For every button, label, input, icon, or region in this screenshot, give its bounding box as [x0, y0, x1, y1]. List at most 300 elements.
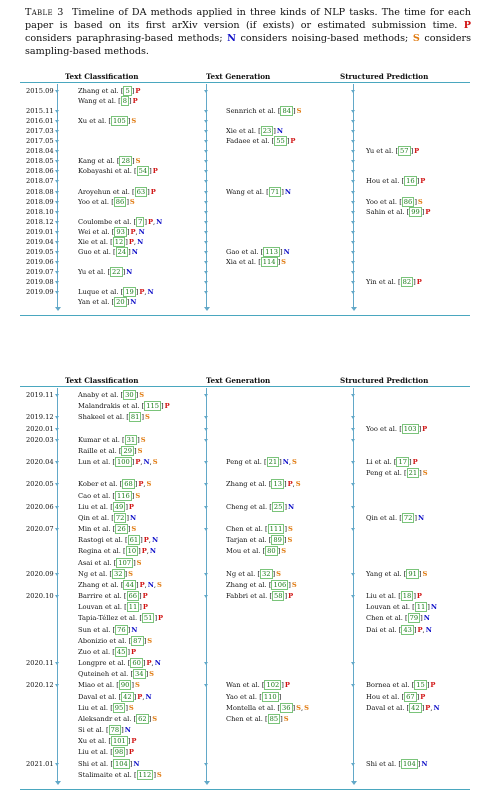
paper-entry: Kang et al. [ 28 ]S	[78, 157, 141, 166]
method-tag: P	[128, 237, 134, 246]
method-tag: N	[282, 458, 289, 467]
method-tag: S	[145, 413, 150, 422]
citation-ref[interactable]: 98	[114, 748, 124, 757]
timeline-row	[20, 401, 470, 411]
paper-entry: Stalimaite et al. [ 112 ]S	[78, 770, 162, 779]
paper-author: Chen et al.	[226, 714, 263, 723]
timeline-row	[20, 625, 470, 635]
paper-entry: Liu et al. [ 49 ]P	[78, 502, 134, 511]
timeline-row	[20, 613, 470, 623]
timeline-row	[20, 237, 470, 247]
paper-author: Luque et al.	[78, 288, 119, 296]
timeline-row	[20, 297, 470, 307]
column-header-1: Text Classification	[65, 376, 139, 385]
citation-ref[interactable]: 55	[276, 137, 285, 146]
citation-ref[interactable]: 86	[115, 197, 125, 206]
timeline-row	[20, 217, 470, 227]
method-tag: N	[145, 692, 152, 701]
method-tag: N	[129, 513, 137, 522]
method-tag: P	[128, 502, 134, 511]
table-caption	[25, 6, 471, 58]
citation-ref[interactable]: 106	[273, 580, 287, 589]
citation-ref[interactable]: 15	[416, 681, 425, 690]
citation-ref[interactable]: 93	[116, 227, 125, 236]
paper-author: Gao et al.	[226, 247, 259, 256]
paper-author: Ng et al.	[226, 569, 256, 578]
citation-ref[interactable]: 78	[110, 726, 120, 735]
paper-entry: Ng et al. [ 32 ]S	[226, 569, 281, 578]
row-date: 2020.01	[26, 424, 54, 433]
row-date: 2020.10	[26, 592, 54, 601]
paper-entry: Fabbri et al. [ 58 ]P	[226, 592, 294, 601]
citation-ref[interactable]: 23	[262, 127, 272, 136]
method-tag: S	[157, 580, 162, 589]
timeline-row	[20, 591, 470, 601]
paper-entry: Mou et al. [ 80 ]S	[226, 547, 287, 556]
paper-author: Lun et al.	[78, 458, 111, 467]
method-tag: S	[296, 107, 302, 116]
method-tag: N	[430, 603, 437, 612]
row-date: 2018.04	[26, 147, 54, 156]
timeline-row	[20, 569, 470, 579]
citation-ref[interactable]: 67	[406, 692, 415, 701]
citation-ref[interactable]: 7	[138, 217, 143, 226]
paper-author: Fadaee et al.	[226, 137, 270, 146]
paper-entry: Zuo et al. [ 45 ]P	[78, 647, 137, 656]
bottom-rule	[20, 789, 470, 790]
row-date: 2015.09	[26, 87, 54, 95]
citation-ref[interactable]: 49	[114, 502, 124, 511]
paper-author: Aroyehun et al.	[78, 187, 130, 196]
paper-entry: Louvan et al. [ 11 ]N	[366, 603, 437, 612]
paper-entry: Kobayashi et al. [ 54 ]P	[78, 167, 158, 176]
method-tag: S	[139, 391, 145, 399]
citation-ref[interactable]: 102	[266, 681, 280, 690]
citation-ref[interactable]: 58	[273, 592, 283, 601]
paper-author: Peng et al.	[366, 469, 402, 478]
citation-ref[interactable]: 85	[269, 714, 279, 723]
paper-author: Anaby et al.	[78, 391, 119, 399]
timeline-row	[20, 227, 470, 237]
method-tag: S	[146, 480, 152, 489]
paper-author: Yin et al.	[366, 277, 396, 286]
caption-text-1: Timeline of DA methods applied in three kinds of NLP tasks. The time for each paper is based on its first arXiv version (if exists) or estimated submission time.	[25, 7, 471, 31]
paper-author: Longpre et al.	[78, 659, 126, 668]
method-tag: S	[281, 257, 287, 266]
method-tag: N	[156, 217, 163, 226]
citation-ref[interactable]: 54	[138, 167, 148, 176]
paper-entry: Dai et al. [ 43 ]P,N	[366, 625, 432, 634]
method-tag: S	[287, 536, 293, 545]
timeline-row	[20, 86, 470, 96]
paper-author: Dai et al.	[366, 625, 397, 634]
citation-ref[interactable]: 72	[115, 513, 125, 522]
paper-author: Kumar et al.	[78, 435, 120, 444]
method-tag: N	[143, 458, 150, 467]
p-legend: P	[463, 20, 471, 31]
paper-author: Malandrakis et al.	[78, 402, 140, 411]
timeline-row	[20, 658, 470, 668]
paper-entry: Regina et al. [ 10 ]P,N	[78, 547, 157, 556]
citation-ref[interactable]: 29	[123, 446, 132, 455]
method-tag: S	[137, 446, 143, 455]
citation-ref[interactable]: 89	[273, 536, 282, 545]
paper-entry: Kumar et al. [ 31 ]S	[78, 435, 146, 444]
citation-ref[interactable]: 71	[270, 187, 280, 196]
citation-ref[interactable]: 30	[125, 391, 134, 399]
paper-author: Louvan et al.	[366, 603, 410, 612]
method-tag: P	[420, 177, 426, 186]
paper-entry: Li et al. [ 17 ]P	[366, 458, 418, 467]
column-header-3: Structured Prediction	[340, 72, 429, 81]
paper-author: Regina et al.	[78, 547, 121, 556]
citation-ref[interactable]: 16	[406, 177, 415, 186]
timeline-row	[20, 680, 470, 690]
row-date: 2018.12	[26, 217, 54, 226]
citation-ref[interactable]: 104	[114, 759, 128, 768]
method-tag: P	[139, 288, 145, 296]
paper-entry: Xu et al. [ 105 ]S	[78, 117, 137, 126]
citation-ref[interactable]: 84	[282, 107, 291, 116]
paper-author: Tapia-Téllez et al.	[78, 614, 138, 623]
paper-author: Louvan et al.	[78, 603, 122, 612]
method-tag: P	[164, 402, 170, 411]
paper-author: Wang et al.	[78, 97, 117, 106]
paper-entry: Si et al. [ 78 ]N	[78, 726, 131, 735]
citation-ref[interactable]: 32	[262, 569, 271, 578]
row-date: 2019.07	[26, 267, 54, 276]
timeline-row	[20, 257, 470, 267]
citation-ref[interactable]: 101	[112, 737, 126, 746]
paper-entry: Ng et al. [ 32 ]S	[78, 569, 133, 578]
citation-ref[interactable]: 12	[114, 237, 124, 246]
method-tag: P	[414, 147, 420, 156]
row-date: 2020.06	[26, 502, 54, 511]
method-tag: S	[156, 770, 162, 779]
citation-ref[interactable]: 110	[263, 692, 277, 701]
row-date: 2018.08	[26, 187, 54, 196]
method-tag: S	[291, 580, 297, 589]
citation-ref[interactable]: 90	[120, 681, 130, 690]
paper-entry: Shi et al. [ 104 ]N	[78, 759, 140, 768]
paper-author: Zuo et al.	[78, 647, 111, 656]
citation-ref[interactable]: 86	[403, 197, 413, 206]
timeline-row	[20, 247, 470, 257]
method-tag: P	[137, 692, 143, 701]
citation-ref[interactable]: 28	[121, 157, 130, 166]
citation-ref[interactable]: 32	[114, 569, 123, 578]
paper-author: Yang et al.	[366, 569, 402, 578]
citation-ref[interactable]: 61	[129, 536, 139, 545]
axis-arrow	[55, 781, 61, 785]
citation-ref[interactable]: 43	[403, 625, 412, 634]
method-tag: N	[147, 580, 154, 589]
row-date: 2019.06	[26, 257, 54, 266]
citation-ref[interactable]: 34	[135, 670, 144, 679]
citation-ref[interactable]: 79	[409, 614, 419, 623]
citation-ref[interactable]: 63	[136, 187, 146, 196]
method-tag: S	[140, 435, 146, 444]
citation-ref[interactable]: 115	[146, 402, 160, 411]
row-date: 2020.05	[26, 480, 54, 489]
citation-ref[interactable]: 62	[138, 714, 147, 723]
citation-ref[interactable]: 103	[403, 424, 417, 433]
row-date: 2018.07	[26, 177, 54, 186]
citation-ref[interactable]: 114	[262, 257, 276, 266]
timeline-row	[20, 692, 470, 702]
method-tag: N	[131, 247, 138, 256]
citation-ref[interactable]: 104	[402, 759, 416, 768]
method-tag: S	[287, 525, 293, 534]
paper-author: Wang et al.	[226, 187, 265, 196]
paper-author: Shi et al.	[78, 759, 109, 768]
paper-entry: Bornea et al. [ 15 ]P	[366, 681, 436, 690]
citation-ref[interactable]: 5	[125, 87, 130, 95]
citation-ref[interactable]: 81	[130, 413, 140, 422]
paper-entry: Liu et al. [ 98 ]P	[78, 748, 134, 757]
citation-ref[interactable]: 99	[411, 207, 420, 216]
citation-ref[interactable]: 116	[117, 491, 130, 500]
timeline-row	[20, 703, 470, 713]
timeline-row	[20, 602, 470, 612]
method-tag: P	[146, 659, 152, 668]
citation-ref[interactable]: 11	[416, 603, 426, 612]
citation-ref[interactable]: 21	[268, 458, 278, 467]
citation-ref[interactable]: 68	[124, 480, 133, 489]
citation-ref[interactable]: 107	[118, 558, 132, 567]
citation-ref[interactable]: 25	[273, 502, 283, 511]
paper-author: Sahin et al.	[366, 207, 405, 216]
citation-ref[interactable]: 22	[112, 267, 121, 276]
timeline-row	[20, 412, 470, 422]
timeline-row	[20, 435, 470, 445]
method-tag: P	[142, 603, 148, 612]
citation-ref[interactable]: 10	[127, 547, 137, 556]
paper-entry: Yoo et al. [ 86 ]S	[366, 197, 423, 206]
paper-author: Xu et al.	[78, 737, 107, 746]
paper-entry: Montella et al. [ 36 ]S,S	[226, 703, 309, 712]
row-date: 2018.09	[26, 197, 54, 206]
paper-author: Tarjan et al.	[226, 536, 267, 545]
paper-entry: Yoo et al. [ 86 ]S	[78, 197, 135, 206]
paper-entry: Hou et al. [ 67 ]P	[366, 692, 426, 701]
method-tag: S	[152, 714, 158, 723]
method-tag: P	[142, 592, 148, 601]
method-tag: S	[128, 569, 133, 578]
method-tag: N	[133, 759, 140, 768]
paper-author: Liu et al.	[78, 748, 109, 757]
method-tag: N	[284, 187, 292, 196]
method-tag: N	[131, 625, 138, 634]
paper-entry: Wang et al. [ 71 ]N	[226, 187, 292, 196]
method-tag: S	[422, 569, 428, 578]
method-tag: S	[135, 491, 141, 500]
citation-ref[interactable]: 20	[116, 298, 125, 307]
method-tag: P	[420, 692, 426, 701]
caption-text-4: considers sampling-based methods.	[25, 33, 472, 57]
citation-ref[interactable]: 95	[114, 703, 124, 712]
row-date: 2020.03	[26, 435, 54, 444]
paper-author: Xie et al.	[226, 127, 257, 136]
timeline-row	[20, 513, 470, 523]
timeline-row	[20, 759, 470, 769]
paper-entry: Sennrich et al. [ 84 ]S	[226, 107, 302, 116]
citation-ref[interactable]: 111	[269, 525, 283, 534]
method-tag: N	[126, 267, 133, 276]
citation-ref[interactable]: 21	[408, 469, 418, 478]
paper-entry: Cao et al. [ 116 ]S	[78, 491, 141, 500]
timeline-row	[20, 136, 470, 146]
citation-ref[interactable]: 60	[132, 659, 141, 668]
paper-entry: Xia et al. [ 114 ]S	[226, 257, 287, 266]
paper-entry: Raille et al. [ 29 ]S	[78, 446, 143, 455]
citation-ref[interactable]: 24	[117, 247, 127, 256]
method-tag: P	[139, 580, 145, 589]
column-header-2: Text Generation	[206, 72, 271, 81]
citation-ref[interactable]: 112	[138, 770, 152, 779]
paper-author: Yu et al.	[366, 147, 394, 156]
paper-author: Zhang et al.	[226, 480, 267, 489]
citation-ref[interactable]: 13	[273, 480, 282, 489]
method-tag: P	[138, 480, 144, 489]
citation-ref[interactable]: 36	[282, 703, 291, 712]
row-date: 2019.04	[26, 237, 54, 246]
paper-entry: Zhang et al. [ 5 ]P	[78, 87, 141, 95]
paper-entry: Miao et al. [ 90 ]S	[78, 681, 140, 690]
paper-entry: Cheng et al. [ 25 ]N	[226, 502, 295, 511]
timeline-row	[20, 166, 470, 176]
axis-arrow	[55, 307, 61, 311]
citation-ref[interactable]: 76	[117, 625, 126, 634]
citation-ref[interactable]: 44	[125, 580, 134, 589]
paper-entry: Zhang et al. [ 106 ]S	[226, 580, 297, 589]
paper-entry: Liu et al. [ 95 ]S	[78, 703, 134, 712]
n-legend: N	[227, 33, 236, 44]
citation-ref[interactable]: 57	[400, 147, 409, 156]
method-tag: S	[417, 197, 423, 206]
paper-entry: Louvan et al. [ 11 ]P	[78, 603, 148, 612]
citation-ref[interactable]: 105	[112, 117, 126, 126]
method-tag: S	[281, 547, 287, 556]
method-tag: P	[128, 748, 134, 757]
citation-ref[interactable]: 8	[122, 97, 128, 106]
citation-ref[interactable]: 91	[408, 569, 417, 578]
paper-author: Zhang et al.	[226, 580, 267, 589]
paper-author: Sun et al.	[78, 625, 111, 634]
row-date: 2019.12	[26, 413, 54, 422]
paper-entry: Zhang et al. [ 44 ]P,N,S	[78, 580, 162, 589]
method-tag: S	[135, 157, 141, 166]
paper-author: Barrire et al.	[78, 592, 122, 601]
method-tag: P	[143, 536, 149, 545]
method-tag: P	[141, 547, 147, 556]
citation-ref[interactable]: 100	[116, 458, 130, 467]
citation-ref[interactable]: 42	[411, 703, 420, 712]
timeline-row	[20, 468, 470, 478]
paper-author: Si et al.	[78, 726, 104, 735]
method-tag: S	[128, 703, 134, 712]
paper-author: Liu et al.	[78, 703, 109, 712]
row-date: 2017.05	[26, 137, 54, 146]
paper-author: Zhang et al.	[78, 580, 119, 589]
timeline-row	[20, 146, 470, 156]
paper-author: Yoo et al.	[366, 424, 398, 433]
timeline-row	[20, 116, 470, 126]
row-date: 2020.04	[26, 458, 54, 467]
paper-author: Bornea et al.	[366, 681, 410, 690]
paper-author: Abonizio et al.	[78, 636, 127, 645]
method-tag: P	[430, 681, 436, 690]
row-date: 2019.09	[26, 288, 54, 296]
paper-entry: Quteineh et al. [ 34 ]S	[78, 670, 155, 679]
citation-ref[interactable]: 51	[143, 614, 153, 623]
paper-author: Liu et al.	[78, 502, 109, 511]
method-tag: P	[425, 207, 431, 216]
method-tag: N	[154, 659, 161, 668]
paper-author: Chen et al.	[226, 525, 263, 534]
method-tag: P	[425, 703, 431, 712]
timeline-row	[20, 558, 470, 568]
timeline-row	[20, 479, 470, 489]
citation-ref[interactable]: 18	[402, 592, 412, 601]
citation-ref[interactable]: 26	[117, 525, 126, 534]
citation-ref[interactable]: 80	[267, 547, 276, 556]
paper-entry: Longpre et al. [ 60 ]P,N	[78, 659, 161, 668]
citation-ref[interactable]: 42	[123, 692, 132, 701]
paper-author: Qin et al.	[366, 513, 398, 522]
citation-ref[interactable]: 87	[133, 636, 142, 645]
citation-ref[interactable]: 17	[398, 458, 407, 467]
paper-author: Cheng et al.	[226, 502, 268, 511]
method-tag: P	[416, 592, 422, 601]
method-tag: S	[283, 714, 289, 723]
method-tag: N	[149, 547, 157, 556]
paper-entry: Yang et al. [ 91 ]S	[366, 569, 428, 578]
column-header-3: Structured Prediction	[340, 376, 429, 385]
method-tag: S	[152, 458, 158, 467]
method-tag: P	[284, 681, 290, 690]
method-tag: P	[152, 167, 158, 176]
paper-author: Sennrich et al.	[226, 107, 276, 116]
paper-entry: Wei et al. [ 93 ]P,N	[78, 227, 145, 236]
citation-ref[interactable]: 113	[265, 247, 279, 256]
caption-text-2: considers paraphrasing-based methods;	[25, 33, 223, 44]
paper-author: Rastogi et al.	[78, 536, 123, 545]
citation-ref[interactable]: 11	[128, 603, 138, 612]
row-date: 2019.11	[26, 391, 54, 399]
citation-ref[interactable]: 31	[126, 435, 136, 444]
citation-ref[interactable]: 19	[125, 288, 134, 296]
citation-ref[interactable]: 45	[116, 647, 126, 656]
citation-ref[interactable]: 66	[128, 592, 138, 601]
paper-author: Yan et al.	[78, 298, 110, 307]
paper-author: Kober et al.	[78, 480, 118, 489]
paper-entry: Xu et al. [ 101 ]P	[78, 737, 137, 746]
row-date: 2016.01	[26, 117, 54, 126]
paper-entry: Yu et al. [ 57 ]P	[366, 147, 420, 156]
paper-entry: Zhang et al. [ 13 ]P,S	[226, 480, 301, 489]
citation-ref[interactable]: 72	[403, 513, 413, 522]
method-tag: N	[283, 247, 290, 256]
paper-author: Raille et al.	[78, 446, 117, 455]
bottom-rule	[20, 315, 470, 316]
citation-ref[interactable]: 82	[402, 277, 412, 286]
method-tag: P	[135, 458, 141, 467]
timeline-row	[20, 277, 470, 287]
column-header-2: Text Generation	[206, 376, 271, 385]
paper-author: Fabbri et al.	[226, 592, 268, 601]
paper-author: Daval et al.	[366, 703, 405, 712]
